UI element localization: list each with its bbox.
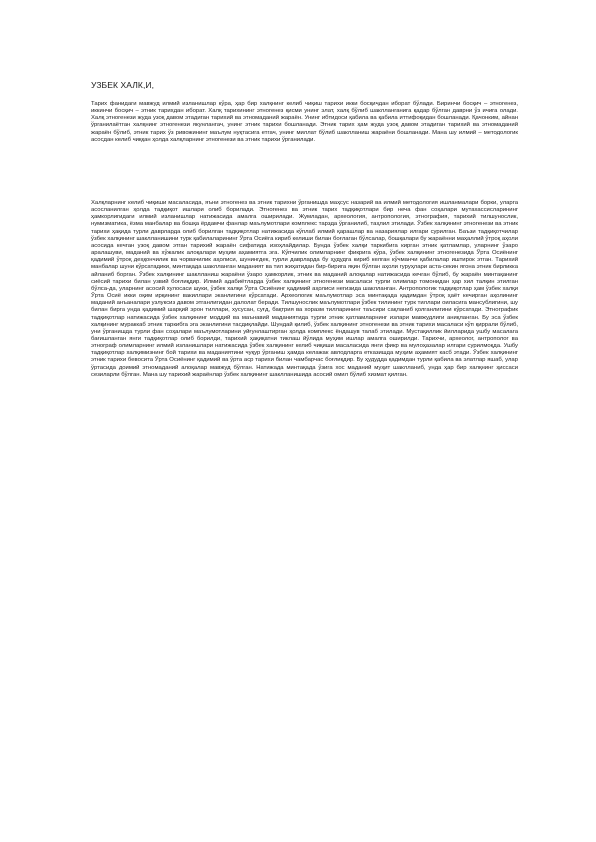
document-title: УЗБЕК ХАЛК,И, <box>91 80 155 90</box>
body-paragraph: Халқларнинг келиб чиқиши масаласида, яъни этногенез ва этник тарихни ўрганишда маҳсус назарий ва илмий методология ишланмалари борки, уларга асосланилган ҳолда тадқиқот ишлари олиб борилади. Этногенез ва этник тарих тадқиқотлари бир неча фан соҳалари мутахассисларининг ҳамкорлигидаги илмий изланишлар натижасида амалга оширилади. Жумладан, археология, антропология, этнография, тарихий тилшунослик, нумизматика, ёзма манбалар ва бошқа ёрдамчи фанлар маълумотлари комплекс тарзда ўрганилиб, таҳлил этилади. Ўзбек халқининг этногенези ва этник тарихи ҳақида турли даврларда олиб борилган тадқиқотлар натижасида кўплаб илмий қарашлар ва назариялар илгари сурилган. Баъзи тадқиқотчилар ўзбек халқининг шаклланишини турк қабилаларининг Ўрта Осиёга кириб келиши билан боғлаган бўлсалар, бошқалари бу жараённи маҳаллий ўтроқ аҳоли асосида кечган узоқ давом этган тарихий жараён сифатида изоҳлайдилар. Бунда ўзбек халқи таркибига кирган этник қатламлар, уларнинг ўзаро аралашуви, маданий ва хўжалик алоқалари муҳим аҳамиятга эга. Кўпчилик олимларнинг фикрига кўра, ўзбек халқининг этногенезида Ўрта Осиёнинг қадимий ўтроқ деҳқончилик ва чорвачилик аҳолиси, шунингдек, турли даврларда бу ҳудудга кириб келган кўчманчи қабилалар иштирок этган. Тарихий манбалар шуни кўрсатадики, минтақада шаклланган маданият ва тил жиҳатидан бир-бирига яқин бўлган аҳоли гуруҳлари аста-секин ягона этник бирликка айланиб борган. Ўзбек халқининг шаклланиш жараёни ўзаро ҳамкорлик, этник ва маданий алоқалар натижасида кечган бўлиб, бу жараён минтақанинг сиёсий тарихи билан узвий боғлиқдир. Илмий адабиётларда ўзбек халқининг этногенези масаласи турли олимлар томонидан ҳар хил талқин этилган бўлса-да, уларнинг асосий хулосаси шуки, ўзбек халқи Ўрта Осиёнинг қадимий аҳолиси негизида шаклланган. Антропологик тадқиқотлар ҳам ўзбек халқи Ўрта Осиё икки оқим ирқининг вакиллари эканлигини кўрсатади. Археологик маълумотлар эса минтақада қадимдан ўтроқ ҳаёт кечирган аҳолининг маданий анъаналари узлуксиз давом этганлигидан далолат беради. Тилшунослик маълумотлари ўзбек тилининг турк тиллари оиласига мансублигини, шу билан бирга унда қадимий шарқий эрон тиллари, хусусан, суғд, бақтрия ва хоразм тилларининг таъсири сақланиб қолганлигини кўрсатади. Этнографик тадқиқотлар натижасида ўзбек халқининг моддий ва маънавий маданиятида турли этник қатламларнинг излари мавжудлиги аниқланган. Бу эса ўзбек халқининг мураккаб этник таркибга эга эканлигини тасдиқлайди. Шундай қилиб, ўзбек халқининг этногенези ва этник тарихи масаласи кўп қиррали бўлиб, уни ўрганишда турли фан соҳалари маълумотларини уйғунлаштирган ҳолда комплекс ёндашув талаб этилади. Мустақиллик йилларида ушбу масалага бағишланган янги тадқиқотлар олиб борилди, тарихий ҳақиқатни тиклаш йўлида муҳим ишлар амалга оширилди. Тарихчи, археолог, антрополог ва этнограф олимларнинг илмий изланишлари натижасида ўзбек халқининг келиб чиқиши масаласида янги фикр ва мулоҳазалар илгари сурилмоқда. Ушбу тадқиқотлар халқимизнинг бой тарихи ва маданиятини чуқур ўрганиш ҳамда келажак авлодларга етказишда муҳим аҳамият касб этади. Ўзбек халқининг этник тарихи бевосита Ўрта Осиёнинг қадимий ва ўрта аср тарихи билан чамбарчас боғлиқдир. Бу ҳудудда қадимдан турли қабила ва элатлар яшаб, улар ўртасида доимий этномаданий алоқалар мавжуд бўлган. Натижада минтақада ўзига хос маданий муҳит шаклланиб, унда ҳар бир халқнинг ҳиссаси сезиларли бўлган. Мана шу тарихий жараёнлар ўзбек халқининг шаклланишида асосий омил бўлиб хизмат қилган. <box>91 200 518 378</box>
intro-paragraph: Тарих фанидаги мавжуд илмий изланишлар кўра, ҳар бир халқнинг келиб чиқиш тарихи икки босқичдан иборат бўлади. Биринчи босқич – этногенез, иккинчи босқич – этник тарихдан иборат. Халқ тарихининг этногенез қисми унинг элат, халқ бўлиб шаклланганига қадар бўлган даврни ўз ичига олади. Халқ этногенези жуда узоқ давом этадиган тарихий ва этномаданий жараён. Унинг ибтидоси қабила ва қабила иттифоқидан бошланади. Қачонким, айнан ўрганилаётган халқнинг этногенези якунлангач, унинг этник тарихи бошланади. Этник тарих ҳам жуда узоқ давом этадиган тарихий ва этномаданий жараён бўлиб, этник тарих ўз ривожининг маълум нуқтасига етгач, унинг миллат бўлиб шаклланиш жараёни бошланади. Мана шу илмий – методологик асосдан келиб чиққан ҳолда халқларнинг этногенези ва этник тарихи ўрганилади. <box>91 101 518 143</box>
